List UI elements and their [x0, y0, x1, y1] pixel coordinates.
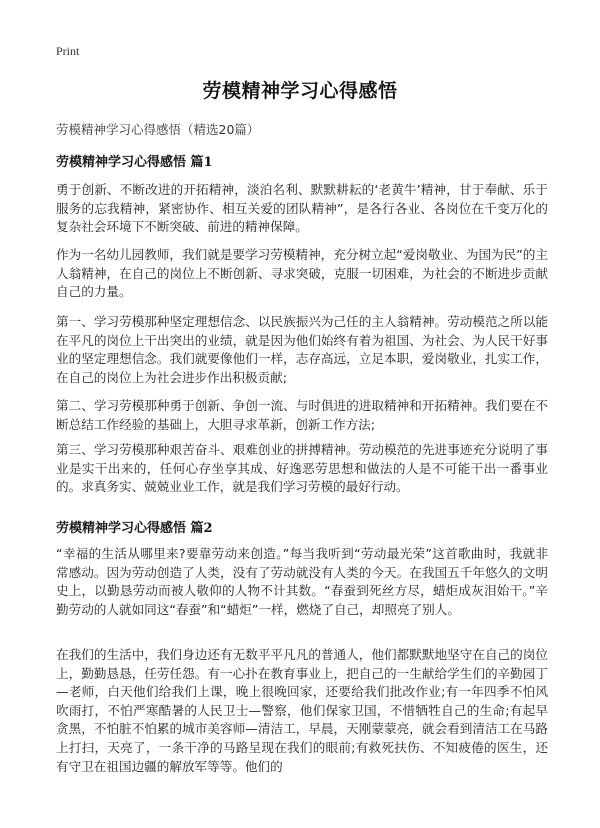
paragraph: 第一、学习劳模那种坚定理想信念、以民族振兴为己任的主人翁精神。劳动模范之所以能在平凡的岗位上干出突出的业绩，就是因为他们始终有着为祖国、为社会、为人民干好事业的坚定理想信念。我们就要像他们一样，志存高远，立足本职，爱岗敬业，扎实工作，在自己的岗位上为社会进步作出积极贡献;	[56, 314, 548, 385]
section-heading-1: 劳模精神学习心得感悟 篇1	[56, 155, 213, 170]
page-title: 劳模精神学习心得感悟	[202, 80, 398, 102]
paragraph: 在我们的生活中，我们身边还有无数平平凡凡的普通人，他们都默默地坚守在自己的岗位上，勤勤恳恳，任劳任怨。有一心扑在教育事业上，把自己的一生献给学生们的辛勤园丁—老师，白天他们给我们上课，晚上很晚回家，还要给我们批改作业;有一年四季不怕风吹雨打，不怕严寒酷暑的人民卫士—警察，他们保家卫国，不惜牺牲自己的生命;有起早贪黑，不怕脏不怕累的城市美容师—清洁工，早晨，天刚蒙蒙亮，就会看到清洁工在马路上打扫，天亮了，一条干净的马路呈现在我们的眼前;有救死扶伤、不知疲倦的医生，还有守卫在祖国边疆的解放军等等。他们的	[56, 647, 548, 774]
section-heading-2: 劳模精神学习心得感悟 篇2	[56, 521, 213, 536]
paragraph: 勇于创新、不断改进的开拓精神，淡泊名利、默默耕耘的‘老黄牛’精神，甘于奉献、乐于服务的忘我精神，紧密协作、相互关爱的团队精神”，是各行各业、各岗位在千变万化的复杂社会环境下不断突破、前进的精神保障。	[56, 182, 548, 235]
document-subtitle: 劳模精神学习心得感悟（精选20篇）	[56, 122, 260, 137]
paragraph: 第二、学习劳模那种勇于创新、争创一流、与时俱进的进取精神和开拓精神。我们要在不断总结工作经验的基础上，大胆寻求革新，创新工作方法;	[56, 398, 548, 432]
paragraph: 作为一名幼儿园教师，我们就是要学习劳模精神，充分树立起“爱岗敬业、为国为民”的主人翁精神，在自己的岗位上不断创新、寻求突破，克服一切困难，为社会的不断进步贡献自己的力量。	[56, 247, 548, 300]
paragraph: “幸福的生活从哪里来?要靠劳动来创造。”每当我听到“劳动最光荣”这首歌曲时，我就非常感动。因为劳动创造了人类，没有了劳动就没有人类的今天。在我国五千年悠久的文明史上，以勤恳劳动而被人敬仰的人物不计其数。“春蚕到死丝方尽，蜡炬成灰泪始干。”辛勤劳动的人就如同这“春蚕”和“蜡炬”一样，燃烧了自己，却照亮了别人。	[56, 546, 548, 617]
paragraph: 第三、学习劳模那种艰苦奋斗、艰难创业的拼搏精神。劳动模范的先进事迹充分说明了事业是实干出来的，任何心存坐享其成、好逸恶劳思想和做法的人是不可能干出一番事业的。求真务实、兢兢业业工作，就是我们学习劳模的最好行动。	[56, 442, 548, 495]
print-link[interactable]: Print	[56, 44, 80, 58]
